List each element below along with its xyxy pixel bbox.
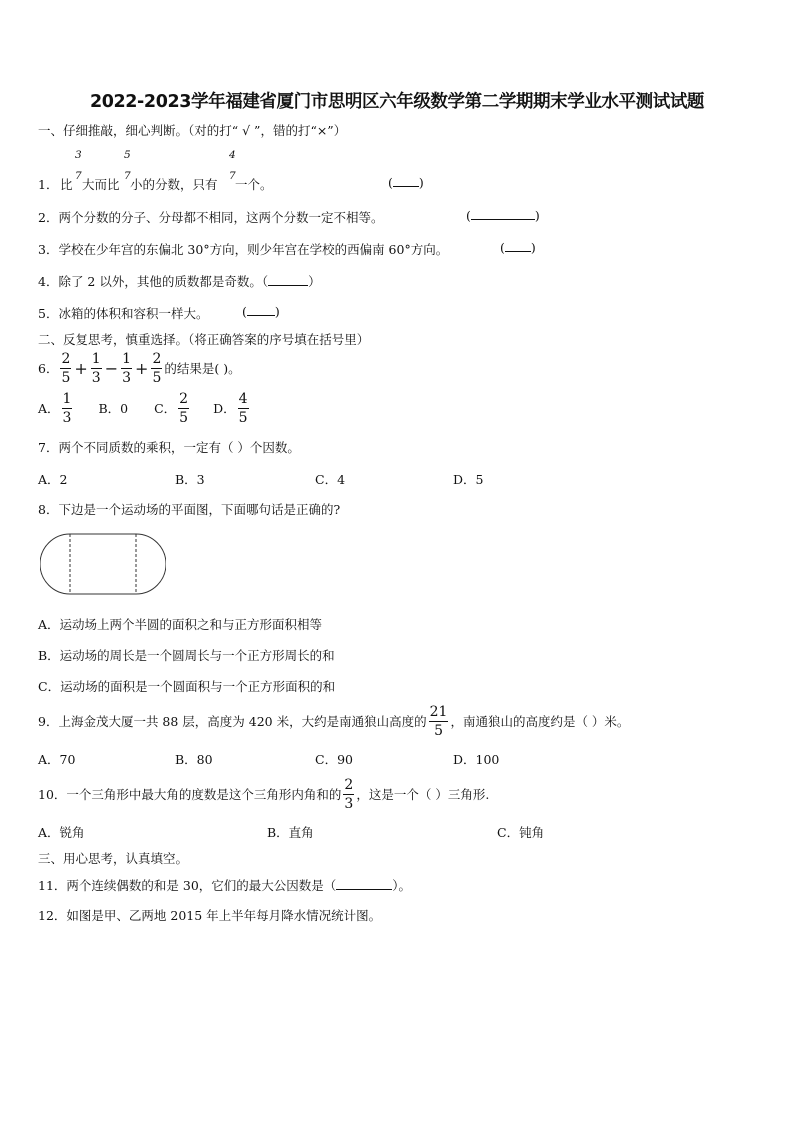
question-11: 11．两个连续偶数的和是 30，它们的最大公因数是（ ）。 bbox=[38, 878, 412, 893]
question-4: 4．除了 2 以外，其他的质数都是奇数。（ ） bbox=[38, 274, 321, 289]
fraction-4-7: 4 7 bbox=[229, 149, 236, 182]
fraction-2-5: $\frac{2}{5}$ bbox=[152, 350, 162, 386]
fraction-2-3: $\frac{2}{3}$ bbox=[344, 776, 354, 812]
fraction-21-5: $\frac{21}{5}$ bbox=[429, 703, 448, 739]
option-a[interactable]: A．2 bbox=[38, 472, 68, 487]
answer-blank-3[interactable]: ( ) bbox=[500, 240, 536, 255]
fraction-1-3: $\frac{1}{3}$ bbox=[122, 350, 132, 386]
question-2: 2．两个分数的分子、分母都不相同，这两个分数一定不相等。 ( ) bbox=[38, 208, 540, 225]
question-6: 6． $\frac{2}{5}$ + $\frac{1}{3}$ − $\frac{1}{3}$ + $\frac{2}{5}$ 的结果是( )。 bbox=[38, 350, 241, 386]
fraction-2-5: $\frac{2}{5}$ bbox=[61, 350, 71, 386]
option-a[interactable]: A．70 bbox=[38, 752, 76, 767]
stadium-diagram bbox=[40, 533, 166, 595]
question-6-options bbox=[38, 390, 251, 426]
option-d[interactable]: D．100 bbox=[453, 752, 500, 767]
option-b[interactable]: B．运动场的周长是一个圆周长与一个正方形周长的和 bbox=[38, 648, 335, 663]
question-5: 5．冰箱的体积和容积一样大。 ( ) bbox=[38, 304, 280, 321]
option-d[interactable]: D． $\frac{4}{5}$ bbox=[213, 390, 248, 426]
option-b[interactable]: B．直角 bbox=[267, 825, 314, 840]
fraction-3-7: 3 7 bbox=[75, 149, 82, 182]
option-c[interactable]: C．钝角 bbox=[497, 825, 545, 840]
answer-blank-5[interactable]: ( ) bbox=[242, 304, 280, 319]
answer-blank-2[interactable]: ( ) bbox=[466, 208, 540, 223]
question-3: 3．学校在少年宫的东偏北 30°方向，则少年宫在学校的西偏南 60°方向。 ( ) bbox=[38, 240, 536, 257]
option-c[interactable]: C．运动场的面积是一个圆面积与一个正方形面积的和 bbox=[38, 679, 336, 694]
option-b[interactable]: B．80 bbox=[175, 752, 213, 767]
option-b[interactable]: B．3 bbox=[175, 472, 205, 487]
section-3-heading: 三、用心思考，认真填空。 bbox=[38, 851, 189, 866]
option-a[interactable]: A． $\frac{1}{3}$ bbox=[38, 390, 72, 426]
question-8: 8．下边是一个运动场的平面图，下面哪句话是正确的? bbox=[38, 502, 341, 517]
option-c[interactable]: C． $\frac{2}{5}$ bbox=[154, 390, 189, 426]
option-b[interactable]: B． 0 bbox=[98, 400, 129, 416]
option-c[interactable]: C．4 bbox=[315, 472, 346, 487]
fraction-1-3: $\frac{1}{3}$ bbox=[91, 350, 101, 386]
question-10: 10．一个三角形中最大角的度数是这个三角形内角和的 $\frac{2}{3}$ ，这是一个（ ）三角形. bbox=[38, 776, 490, 812]
option-a[interactable]: A．运动场上两个半圆的面积之和与正方形面积相等 bbox=[38, 617, 323, 632]
answer-blank-11[interactable] bbox=[336, 878, 392, 890]
option-c[interactable]: C．90 bbox=[315, 752, 353, 767]
section-2-heading: 二、反复思考，慎重选择。（将正确答案的序号填在括号里） bbox=[38, 332, 370, 347]
section-1-heading: 一、仔细推敲，细心判断。（对的打“ √ ”，错的打“×”） bbox=[38, 123, 347, 138]
answer-blank-4[interactable] bbox=[268, 274, 308, 286]
option-d[interactable]: D．5 bbox=[453, 472, 484, 487]
option-a[interactable]: A．锐角 bbox=[38, 825, 85, 840]
page-title: 2022-2023学年福建省厦门市思明区六年级数学第二学期期末学业水平测试试题 bbox=[89, 92, 705, 112]
answer-blank-1[interactable]: ( ) bbox=[388, 175, 424, 190]
question-7: 7．两个不同质数的乘积，一定有（ ）个因数。 bbox=[38, 440, 300, 455]
question-9: 9．上海金茂大厦一共 88 层，高度为 420 米，大约是南通狼山高度的 $\frac{21}{5}$ ，南通狼山的高度约是（ ）米。 bbox=[38, 703, 630, 739]
fraction-5-7: 5 7 bbox=[124, 149, 131, 182]
question-12: 12．如图是甲、乙两地 2015 年上半年每月降水情况统计图。 bbox=[38, 908, 382, 923]
